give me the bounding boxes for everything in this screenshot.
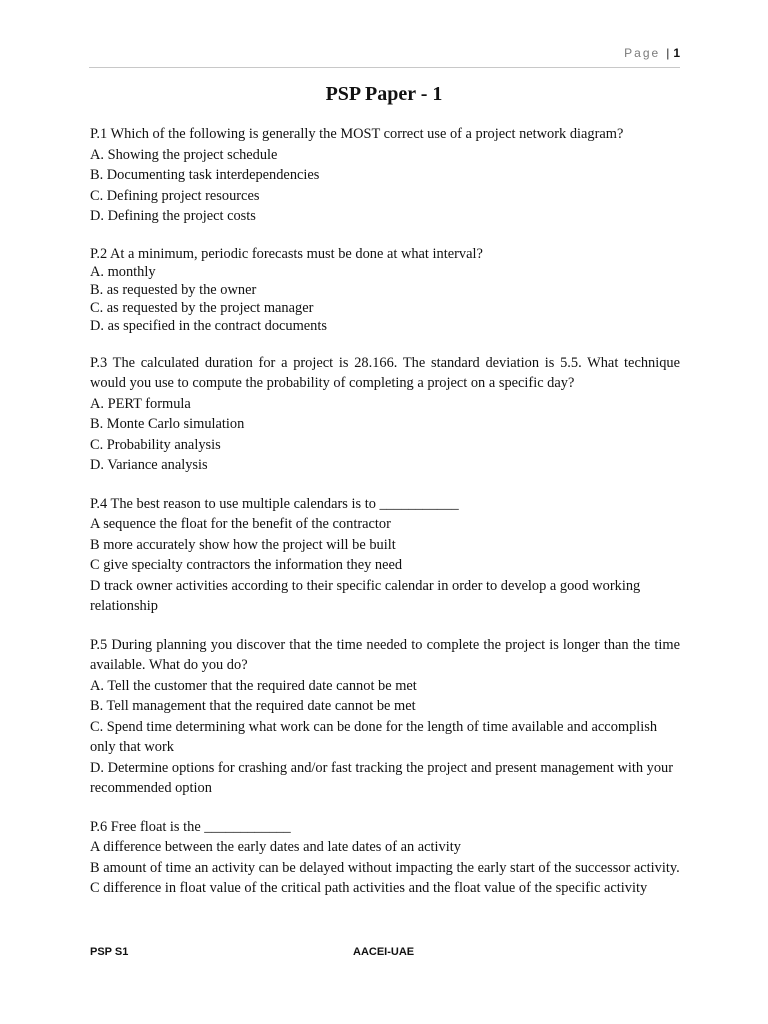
question-option: C difference in float value of the critical path activities and the float value of the specific activity (90, 880, 648, 896)
question-option: C. Probability analysis (90, 436, 221, 453)
header-rule (89, 67, 680, 68)
question-3 (90, 353, 680, 476)
question-option: C. as requested by the project manager (90, 299, 314, 316)
question-1 (90, 124, 680, 227)
question-6 (90, 817, 680, 899)
question-4 (90, 494, 680, 617)
question-option: D. Determine options for crashing and/or fast tracking the project and present management with your recommended option (90, 759, 674, 796)
question-option: A. Showing the project schedule (90, 146, 278, 163)
page-title: PSP Paper - 1 (325, 83, 443, 105)
question-option: C. Defining project resources (90, 187, 260, 204)
question-stem: P.2 At a minimum, periodic forecasts must be done at what interval? (90, 245, 483, 262)
questions-body (90, 124, 680, 917)
question-option: B more accurately show how the project will be built (90, 536, 396, 553)
question-option: C give specialty contractors the information they need (90, 557, 403, 573)
question-option: A. monthly (90, 263, 156, 280)
page-label: Page (624, 46, 661, 60)
question-stem: P.3 The calculated duration for a project is 28.166. The standard deviation is 5.5. What technique would you use to compute the probability of completing a project on a specific day? (90, 354, 680, 391)
question-2 (90, 245, 680, 335)
header-separator: | (666, 46, 670, 60)
question-option: A. Tell the customer that the required date cannot be met (90, 677, 417, 694)
question-option: A difference between the early dates and late dates of an activity (90, 839, 461, 855)
question-option: B. Tell management that the required date cannot be met (90, 698, 416, 714)
question-option: D. as specified in the contract documents (90, 317, 327, 334)
question-stem: P.5 During planning you discover that the time needed to complete the project is longer than the time available. What do you do? (90, 636, 680, 673)
question-stem: P.1 Which of the following is generally the MOST correct use of a project network diagram? (90, 126, 624, 142)
page-number: 1 (673, 46, 680, 60)
question-option: D. Variance analysis (90, 457, 208, 473)
question-stem: P.4 The best reason to use multiple calendars is to ___________ (90, 495, 459, 512)
question-option: B. Documenting task interdependencies (90, 167, 320, 183)
question-5 (90, 635, 680, 799)
question-option: D track owner activities according to their specific calendar in order to develop a good working relationship (90, 577, 641, 614)
question-option: B. as requested by the owner (90, 281, 257, 298)
page-header (0, 46, 680, 60)
question-option: B. Monte Carlo simulation (90, 416, 245, 432)
footer-left: PSP S1 (90, 946, 129, 958)
question-stem: P.6 Free float is the ____________ (90, 818, 291, 835)
question-option: D. Defining the project costs (90, 208, 256, 224)
footer-center: AACEI-UAE (353, 946, 415, 958)
question-option: C. Spend time determining what work can be done for the length of time available and accomplish only that work (90, 718, 658, 755)
question-option: A. PERT formula (90, 395, 191, 412)
question-option: A sequence the float for the benefit of the contractor (90, 516, 391, 532)
question-option: B amount of time an activity can be delayed without impacting the early start of the successor activity. (90, 859, 680, 876)
